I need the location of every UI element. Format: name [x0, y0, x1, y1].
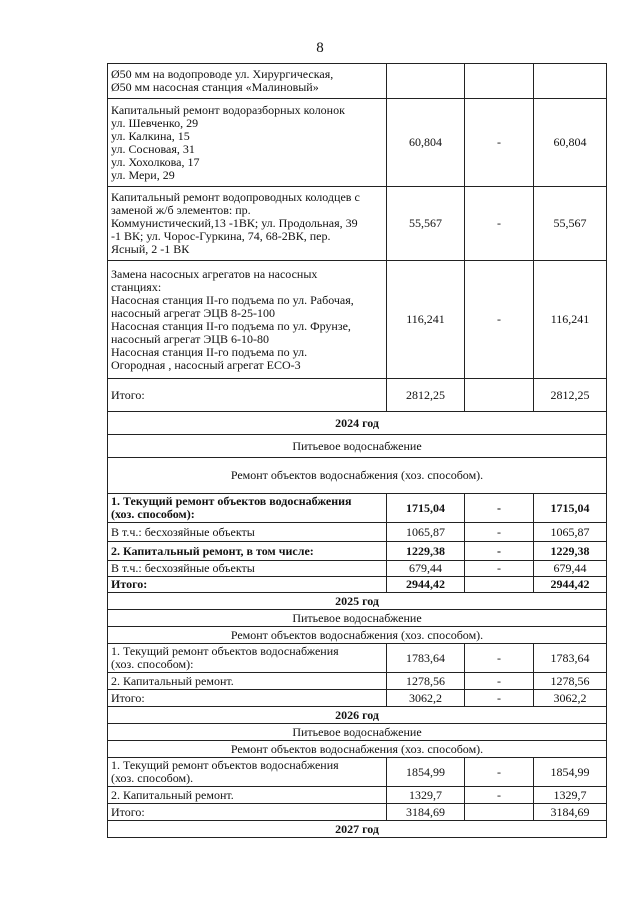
description-cell — [108, 804, 387, 821]
description-line: 2. Капитальный ремонт. — [111, 787, 234, 802]
description-line: В т.ч.: бесхозяйные объекты — [111, 561, 255, 575]
section-header-row — [108, 412, 607, 435]
table-row — [108, 64, 607, 99]
description-line: 1. Текущий ремонт объектов водоснабжения — [111, 758, 339, 772]
amount-cell: 2944,42 — [387, 577, 465, 593]
description-cell — [108, 187, 387, 261]
total-amount-cell: 1329,7 — [534, 787, 607, 804]
section-header-row — [108, 593, 607, 610]
description-line: ул. Мери, 29 — [111, 167, 175, 182]
section-header-cell: Питьевое водоснабжение — [108, 435, 607, 458]
description-line: ул. Сосновая, 31 — [111, 141, 195, 156]
description-cell — [108, 99, 387, 187]
total-amount-cell: 2944,42 — [534, 577, 607, 593]
description-cell — [108, 261, 387, 379]
amount-cell: 1278,56 — [387, 673, 465, 690]
description-cell — [108, 523, 387, 542]
description-cell — [108, 787, 387, 804]
second-amount-cell: - — [465, 494, 534, 523]
total-amount-cell: 116,241 — [534, 261, 607, 379]
table-row — [108, 523, 607, 542]
description-line: Итого: — [111, 577, 148, 591]
description-cell — [108, 494, 387, 523]
description-line: Насосная станция II-го подъема по ул. — [111, 344, 308, 359]
description-line: ул. Шевченко, 29 — [111, 115, 199, 130]
total-amount-cell: 60,804 — [534, 99, 607, 187]
amount-cell: 1229,38 — [387, 542, 465, 561]
section-header-cell: Ремонт объектов водоснабжения (хоз. способом). — [108, 458, 607, 494]
table-row — [108, 561, 607, 577]
section-header-row — [108, 724, 607, 741]
table-row — [108, 261, 607, 379]
table-body — [108, 64, 607, 838]
description-line: ул. Хохолкова, 17 — [111, 154, 200, 169]
amount-cell: 55,567 — [387, 187, 465, 261]
total-amount-cell: 2812,25 — [534, 379, 607, 412]
amount-cell: 116,241 — [387, 261, 465, 379]
amount-cell: 1065,87 — [387, 523, 465, 542]
amount-cell: 1854,99 — [387, 758, 465, 787]
description-line: Итого: — [111, 690, 145, 705]
table-row — [108, 99, 607, 187]
total-amount-cell: 1783,64 — [534, 644, 607, 673]
description-line: Ø50 мм насосная станция «Малиновый» — [111, 80, 319, 94]
section-header-cell: Питьевое водоснабжение — [108, 610, 607, 627]
description-cell — [108, 644, 387, 673]
amount-cell — [387, 64, 465, 99]
second-amount-cell: - — [465, 561, 534, 577]
description-line: 2. Капитальный ремонт. — [111, 673, 234, 688]
description-line: станциях: — [111, 279, 162, 294]
second-amount-cell — [465, 577, 534, 593]
total-amount-cell: 55,567 — [534, 187, 607, 261]
section-header-row — [108, 610, 607, 627]
description-cell — [108, 64, 387, 99]
second-amount-cell: - — [465, 542, 534, 561]
total-amount-cell: 679,44 — [534, 561, 607, 577]
page-number: 8 — [316, 40, 324, 56]
total-amount-cell: 1065,87 — [534, 523, 607, 542]
table-row — [108, 758, 607, 787]
description-line: В т.ч.: бесхозяйные объекты — [111, 524, 255, 539]
section-header-row — [108, 821, 607, 838]
table-row — [108, 804, 607, 821]
description-line: Ясный, 2 -1 ВК — [111, 242, 190, 256]
total-amount-cell: 3062,2 — [534, 690, 607, 707]
description-cell — [108, 542, 387, 561]
table-row — [108, 187, 607, 261]
table-row — [108, 542, 607, 561]
total-amount-cell: 1715,04 — [534, 494, 607, 523]
budget-table — [107, 63, 607, 838]
description-line: Коммунистический,13 -1ВК; ул. Продольная, 39 — [111, 216, 358, 230]
section-header-row — [108, 627, 607, 644]
description-line: (хоз. способом). — [111, 771, 194, 785]
second-amount-cell: - — [465, 261, 534, 379]
second-amount-cell: - — [465, 758, 534, 787]
amount-cell: 3062,2 — [387, 690, 465, 707]
section-header-row — [108, 435, 607, 458]
amount-cell: 3184,69 — [387, 804, 465, 821]
description-line: насосный агрегат ЭЦВ 8-25-100 — [111, 305, 275, 320]
amount-cell: 679,44 — [387, 561, 465, 577]
description-line: 1. Текущий ремонт объектов водоснабжения — [111, 644, 339, 658]
second-amount-cell: - — [465, 99, 534, 187]
table-row — [108, 379, 607, 412]
section-header-cell: 2026 год — [108, 707, 607, 724]
amount-cell: 1783,64 — [387, 644, 465, 673]
table-row — [108, 787, 607, 804]
description-line: Замена насосных агрегатов на насосных — [111, 266, 318, 281]
second-amount-cell: - — [465, 523, 534, 542]
total-amount-cell: 1278,56 — [534, 673, 607, 690]
section-header-row — [108, 707, 607, 724]
description-line: Огородная , насосный агрегат ЕСО-3 — [111, 357, 301, 372]
description-line: Капитальный ремонт водоразборных колонок — [111, 102, 345, 117]
description-line: -1 ВК; ул. Чорос-Гуркина, 74, 68-2ВК, пер. — [111, 229, 331, 243]
section-header-cell: 2025 год — [108, 593, 607, 610]
second-amount-cell — [465, 379, 534, 412]
table-row — [108, 673, 607, 690]
description-line: заменой ж/б элементов: пр. — [111, 203, 251, 217]
table-row — [108, 644, 607, 673]
second-amount-cell — [465, 64, 534, 99]
description-line: 1. Текущий ремонт объектов водоснабжения — [111, 494, 352, 508]
amount-cell: 1715,04 — [387, 494, 465, 523]
total-amount-cell: 1229,38 — [534, 542, 607, 561]
second-amount-cell: - — [465, 673, 534, 690]
description-cell — [108, 673, 387, 690]
description-line: Итого: — [111, 387, 145, 402]
description-cell — [108, 561, 387, 577]
total-amount-cell: 1854,99 — [534, 758, 607, 787]
section-header-cell: 2024 год — [108, 412, 607, 435]
description-line: Итого: — [111, 804, 145, 819]
description-cell — [108, 379, 387, 412]
second-amount-cell: - — [465, 187, 534, 261]
table-row — [108, 690, 607, 707]
description-line: Насосная станция II-го подъема по ул. Фрунзе, — [111, 318, 351, 333]
second-amount-cell: - — [465, 644, 534, 673]
section-header-row — [108, 458, 607, 494]
second-amount-cell: - — [465, 787, 534, 804]
section-header-cell: 2027 год — [108, 821, 607, 838]
table-row — [108, 577, 607, 593]
description-cell — [108, 690, 387, 707]
section-header-cell: Ремонт объектов водоснабжения (хоз. способом). — [108, 627, 607, 644]
section-header-cell: Питьевое водоснабжение — [108, 724, 607, 741]
amount-cell: 60,804 — [387, 99, 465, 187]
table-row — [108, 494, 607, 523]
description-line: (хоз. способом): — [111, 657, 194, 671]
description-cell — [108, 758, 387, 787]
description-line: (хоз. способом): — [111, 507, 195, 521]
total-amount-cell: 3184,69 — [534, 804, 607, 821]
description-line: ул. Калкина, 15 — [111, 128, 190, 143]
description-line: Насосная станция II-го подъема по ул. Рабочая, — [111, 292, 354, 307]
description-line: насосный агрегат ЭЦВ 6-10-80 — [111, 331, 269, 346]
description-line: Ø50 мм на водопроводе ул. Хирургическая, — [111, 67, 334, 81]
description-line: 2. Капитальный ремонт, в том числе: — [111, 543, 314, 558]
section-header-row — [108, 741, 607, 758]
amount-cell: 2812,25 — [387, 379, 465, 412]
second-amount-cell: - — [465, 690, 534, 707]
amount-cell: 1329,7 — [387, 787, 465, 804]
description-line: Капитальный ремонт водопроводных колодцев с — [111, 190, 360, 204]
total-amount-cell — [534, 64, 607, 99]
second-amount-cell — [465, 804, 534, 821]
section-header-cell: Ремонт объектов водоснабжения (хоз. способом). — [108, 741, 607, 758]
description-cell — [108, 577, 387, 593]
